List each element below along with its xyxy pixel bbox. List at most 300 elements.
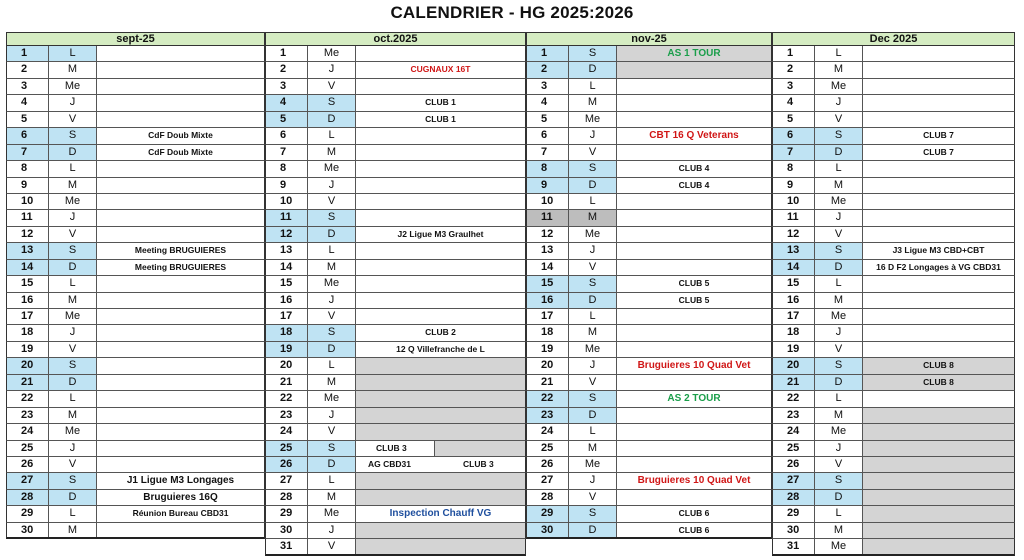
event-cell: [356, 161, 525, 176]
weekday-label: L: [49, 391, 97, 406]
weekday-label: S: [815, 473, 863, 488]
month-column: [6, 32, 265, 539]
weekday-label: V: [815, 227, 863, 242]
day-row: [6, 358, 265, 374]
day-row: [6, 243, 265, 259]
weekday-label: S: [49, 128, 97, 143]
event-cell: J1 Ligue M3 Longages: [126, 475, 235, 487]
day-number: 6: [266, 128, 308, 143]
weekday-label: Me: [815, 424, 863, 439]
calendar-title: CALENDRIER - HG 2025:2026: [390, 3, 634, 22]
day-number: 3: [7, 79, 49, 94]
day-row: [772, 210, 1015, 226]
event-cell: CLUB 1: [425, 97, 456, 108]
day-row: [772, 309, 1015, 325]
day-row: [772, 260, 1015, 276]
weekday-label: S: [49, 243, 97, 258]
event-cell: [863, 342, 1014, 357]
day-number: 22: [266, 391, 308, 406]
weekday-label: J: [308, 62, 356, 77]
event-cell: [617, 309, 771, 324]
day-row: [526, 424, 772, 440]
event-cell: [617, 490, 771, 505]
weekday-label: V: [308, 194, 356, 209]
weekday-label: L: [49, 506, 97, 521]
day-row: [265, 145, 526, 161]
event-cell: [97, 79, 264, 94]
event-cell: CLUB 2: [425, 327, 456, 338]
weekday-label: M: [308, 260, 356, 275]
event-cell: CLUB 8: [863, 358, 1014, 373]
day-number: 15: [7, 276, 49, 291]
day-row: [265, 424, 526, 440]
day-number: 17: [7, 309, 49, 324]
weekday-label: V: [815, 457, 863, 472]
day-number: 31: [266, 539, 308, 553]
event-cell: [97, 325, 264, 340]
day-number: 23: [266, 408, 308, 423]
event-cell: [863, 325, 1014, 340]
day-row: [526, 490, 772, 506]
weekday-label: L: [308, 243, 356, 258]
event-cell: [863, 194, 1014, 209]
weekday-label: J: [569, 243, 617, 258]
day-number: 28: [527, 490, 569, 505]
day-number: 26: [266, 457, 308, 472]
event-cell: [97, 523, 264, 537]
day-number: 30: [266, 523, 308, 538]
weekday-label: L: [308, 128, 356, 143]
day-number: 8: [527, 161, 569, 176]
day-number: 17: [266, 309, 308, 324]
day-number: 30: [7, 523, 49, 537]
weekday-label: L: [49, 46, 97, 61]
day-row: [772, 441, 1015, 457]
event-cell: [617, 95, 771, 110]
event-cell: [356, 424, 525, 439]
day-row: [6, 441, 265, 457]
weekday-label: Me: [569, 227, 617, 242]
event-cell: [356, 194, 525, 209]
day-number: 24: [7, 424, 49, 439]
weekday-label: S: [815, 358, 863, 373]
event-cell: [863, 210, 1014, 225]
weekday-label: S: [569, 506, 617, 521]
event-cell: [863, 391, 1014, 406]
event-cell: [356, 260, 525, 275]
day-row: [772, 194, 1015, 210]
day-number: 23: [7, 408, 49, 423]
day-row: [526, 408, 772, 424]
weekday-label: Me: [308, 506, 356, 521]
event-cell: [617, 210, 771, 225]
day-number: 25: [773, 441, 815, 456]
day-number: 9: [527, 178, 569, 193]
event-cell: CBT 16 Q Veterans: [649, 130, 739, 142]
day-row: [772, 227, 1015, 243]
day-row: [265, 210, 526, 226]
day-number: 19: [527, 342, 569, 357]
weekday-label: Me: [49, 309, 97, 324]
weekday-label: J: [815, 325, 863, 340]
weekday-label: V: [308, 424, 356, 439]
day-row: [772, 293, 1015, 309]
weekday-label: J: [49, 325, 97, 340]
event-cell: [863, 473, 1014, 488]
day-row: [772, 473, 1015, 489]
weekday-label: M: [49, 62, 97, 77]
day-number: 12: [266, 227, 308, 242]
day-row: [772, 128, 1015, 144]
event-cell: 12 Q Villefranche de L: [396, 343, 485, 354]
weekday-label: V: [569, 260, 617, 275]
event-cell: [617, 227, 771, 242]
day-row: [265, 243, 526, 259]
day-row: [265, 375, 526, 391]
day-number: 9: [266, 178, 308, 193]
day-row: [265, 391, 526, 407]
day-number: 26: [7, 457, 49, 472]
day-row: [6, 506, 265, 522]
day-row: [772, 490, 1015, 506]
event-cell: CLUB 6: [678, 524, 710, 535]
day-number: 11: [266, 210, 308, 225]
event-cell: [617, 408, 771, 423]
day-number: 2: [266, 62, 308, 77]
event-cell: [356, 490, 525, 505]
day-row: [265, 227, 526, 243]
weekday-label: M: [569, 210, 617, 225]
day-row: [6, 112, 265, 128]
weekday-label: L: [569, 309, 617, 324]
event-cell: [863, 293, 1014, 308]
day-row: [772, 112, 1015, 128]
day-number: 21: [527, 375, 569, 390]
weekday-label: D: [569, 178, 617, 193]
day-number: 15: [266, 276, 308, 291]
event-cell: Inspection Chauff VG: [389, 508, 492, 520]
day-row: [265, 325, 526, 341]
day-number: 15: [527, 276, 569, 291]
day-row: [772, 358, 1015, 374]
day-row: [526, 112, 772, 128]
event-cell: [97, 95, 264, 110]
day-row: [526, 473, 772, 489]
event-cell: [863, 539, 1014, 553]
event-cell: [97, 276, 264, 291]
event-cell: [617, 325, 771, 340]
weekday-label: M: [815, 62, 863, 77]
event-label: CLUB 3: [376, 442, 407, 453]
day-number: 20: [7, 358, 49, 373]
day-number: 30: [527, 523, 569, 537]
day-number: 30: [773, 523, 815, 538]
event-cell: AS 2 TOUR: [667, 393, 721, 405]
day-number: 21: [266, 375, 308, 390]
weekday-label: D: [49, 490, 97, 505]
day-number: 4: [773, 95, 815, 110]
day-number: 27: [266, 473, 308, 488]
weekday-label: V: [815, 342, 863, 357]
day-row: [772, 145, 1015, 161]
day-number: 18: [773, 325, 815, 340]
day-row: [526, 358, 772, 374]
weekday-label: V: [49, 342, 97, 357]
event-cell: [356, 375, 525, 390]
event-cell: [863, 95, 1014, 110]
day-row: [526, 276, 772, 292]
day-row: [6, 210, 265, 226]
day-row: [265, 178, 526, 194]
day-number: 29: [266, 506, 308, 521]
day-number: 5: [266, 112, 308, 127]
day-row: [6, 342, 265, 358]
event-cell: [97, 161, 264, 176]
event-cell: [617, 457, 771, 472]
weekday-label: L: [815, 161, 863, 176]
weekday-label: Me: [308, 276, 356, 291]
event-cell: CUGNAUX 16T: [410, 64, 471, 75]
day-number: 25: [527, 441, 569, 456]
event-cell: Meeting BRUGUIERES: [134, 261, 227, 272]
event-label-secondary: CLUB 3: [463, 458, 494, 469]
weekday-label: S: [569, 391, 617, 406]
weekday-label: M: [49, 523, 97, 537]
day-row: [6, 325, 265, 341]
day-row: [526, 523, 772, 539]
day-number: 11: [7, 210, 49, 225]
day-row: [265, 276, 526, 292]
day-row: [526, 194, 772, 210]
weekday-label: M: [49, 408, 97, 423]
day-number: 3: [266, 79, 308, 94]
weekday-label: S: [569, 161, 617, 176]
day-row: [6, 523, 265, 539]
weekday-label: L: [49, 161, 97, 176]
day-row: [772, 325, 1015, 341]
event-cell: [356, 243, 525, 258]
day-row: [772, 523, 1015, 539]
day-row: [526, 375, 772, 391]
event-cell: J3 Ligue M3 CBD+CBT: [892, 245, 985, 256]
day-row: [772, 424, 1015, 440]
day-row: [772, 62, 1015, 78]
event-cell: [617, 112, 771, 127]
event-cell: [617, 260, 771, 275]
day-row: [265, 161, 526, 177]
weekday-label: S: [308, 210, 356, 225]
event-cell: [97, 441, 264, 456]
month-header: sept-25: [6, 32, 265, 46]
weekday-label: J: [49, 441, 97, 456]
event-cell: [356, 46, 525, 61]
weekday-label: S: [815, 128, 863, 143]
event-cell: [97, 358, 264, 373]
day-row: [772, 539, 1015, 555]
day-number: 23: [773, 408, 815, 423]
day-row: [6, 145, 265, 161]
event-cell: [863, 227, 1014, 242]
event-cell: [356, 178, 525, 193]
day-number: 5: [7, 112, 49, 127]
day-number: 6: [773, 128, 815, 143]
event-cell: [863, 424, 1014, 439]
day-row: [265, 358, 526, 374]
day-row: [526, 46, 772, 62]
weekday-label: Me: [569, 112, 617, 127]
day-number: 27: [527, 473, 569, 488]
day-number: 18: [7, 325, 49, 340]
day-row: [6, 128, 265, 144]
event-cell: [617, 145, 771, 160]
day-number: 7: [773, 145, 815, 160]
event-cell: CLUB 8: [863, 375, 1014, 390]
day-number: 8: [7, 161, 49, 176]
day-number: 16: [7, 293, 49, 308]
event-cell: Bruguieres 10 Quad Vet: [637, 360, 751, 372]
event-cell: [863, 79, 1014, 94]
day-row: [526, 457, 772, 473]
event-cell: [97, 375, 264, 390]
day-number: 13: [773, 243, 815, 258]
day-number: 19: [773, 342, 815, 357]
day-row: [526, 227, 772, 243]
day-number: 6: [527, 128, 569, 143]
day-number: 5: [773, 112, 815, 127]
event-cell: [356, 210, 525, 225]
day-number: 21: [7, 375, 49, 390]
weekday-label: D: [815, 260, 863, 275]
day-row: [526, 260, 772, 276]
weekday-label: Me: [815, 79, 863, 94]
day-row: [526, 128, 772, 144]
event-cell: [617, 62, 771, 77]
day-row: [526, 145, 772, 161]
event-cell: [97, 112, 264, 127]
event-cell: 16 D F2 Longages à VG CBD31: [876, 261, 1001, 272]
weekday-label: J: [308, 178, 356, 193]
day-row: [6, 46, 265, 62]
day-number: 13: [266, 243, 308, 258]
event-cell: [356, 358, 525, 373]
day-row: [265, 457, 526, 473]
weekday-label: J: [308, 408, 356, 423]
event-cell: [356, 539, 525, 553]
day-row: [265, 62, 526, 78]
event-cell: [356, 293, 525, 308]
day-row: [772, 506, 1015, 522]
day-number: 12: [527, 227, 569, 242]
day-row: [6, 457, 265, 473]
weekday-label: S: [815, 243, 863, 258]
day-number: 3: [773, 79, 815, 94]
day-number: 26: [773, 457, 815, 472]
weekday-label: M: [308, 375, 356, 390]
day-row: [6, 309, 265, 325]
day-row: [772, 79, 1015, 95]
day-row: [526, 441, 772, 457]
weekday-label: L: [815, 46, 863, 61]
weekday-label: J: [308, 523, 356, 538]
weekday-label: L: [815, 506, 863, 521]
day-number: 13: [7, 243, 49, 258]
day-number: 20: [773, 358, 815, 373]
day-number: 14: [7, 260, 49, 275]
day-number: 10: [773, 194, 815, 209]
day-row: [772, 457, 1015, 473]
day-number: 9: [7, 178, 49, 193]
day-number: 12: [773, 227, 815, 242]
event-cell: CdF Doub Mixte: [148, 146, 213, 157]
day-row: [265, 342, 526, 358]
weekday-label: S: [569, 46, 617, 61]
event-cell: [356, 523, 525, 538]
day-row: [6, 178, 265, 194]
day-number: 8: [266, 161, 308, 176]
day-row: [526, 342, 772, 358]
day-row: [526, 161, 772, 177]
weekday-label: J: [569, 473, 617, 488]
weekday-label: M: [49, 178, 97, 193]
day-number: 31: [773, 539, 815, 553]
weekday-label: D: [569, 523, 617, 537]
day-row: [265, 128, 526, 144]
weekday-label: Me: [815, 309, 863, 324]
event-cell: [617, 342, 771, 357]
day-row: [772, 342, 1015, 358]
month-column: [772, 32, 1015, 556]
event-cell: CLUB 5: [678, 278, 710, 289]
day-number: 22: [7, 391, 49, 406]
weekday-label: S: [49, 358, 97, 373]
event-cell: [356, 473, 525, 488]
weekday-label: D: [308, 227, 356, 242]
day-row: [526, 309, 772, 325]
weekday-label: Me: [569, 457, 617, 472]
day-number: 5: [527, 112, 569, 127]
weekday-label: D: [49, 375, 97, 390]
day-row: [6, 490, 265, 506]
weekday-label: J: [49, 95, 97, 110]
weekday-label: D: [569, 293, 617, 308]
day-row: [6, 276, 265, 292]
day-number: 1: [7, 46, 49, 61]
weekday-label: V: [569, 490, 617, 505]
event-cell: [356, 128, 525, 143]
event-cell: Réunion Bureau CBD31: [132, 508, 229, 519]
day-number: 11: [527, 210, 569, 225]
event-cell: [97, 408, 264, 423]
day-number: 14: [773, 260, 815, 275]
cell-divider: [434, 441, 435, 456]
weekday-label: M: [49, 293, 97, 308]
day-number: 11: [773, 210, 815, 225]
day-row: [265, 309, 526, 325]
event-cell: [97, 178, 264, 193]
day-row: [526, 79, 772, 95]
day-number: 7: [527, 145, 569, 160]
event-cell: Bruguieres 16Q: [143, 491, 218, 503]
event-cell: [863, 506, 1014, 521]
weekday-label: J: [49, 210, 97, 225]
day-number: 7: [266, 145, 308, 160]
event-cell: [863, 62, 1014, 77]
day-number: 14: [527, 260, 569, 275]
weekday-label: V: [49, 457, 97, 472]
day-number: 15: [773, 276, 815, 291]
event-cell: [863, 309, 1014, 324]
day-number: 4: [7, 95, 49, 110]
